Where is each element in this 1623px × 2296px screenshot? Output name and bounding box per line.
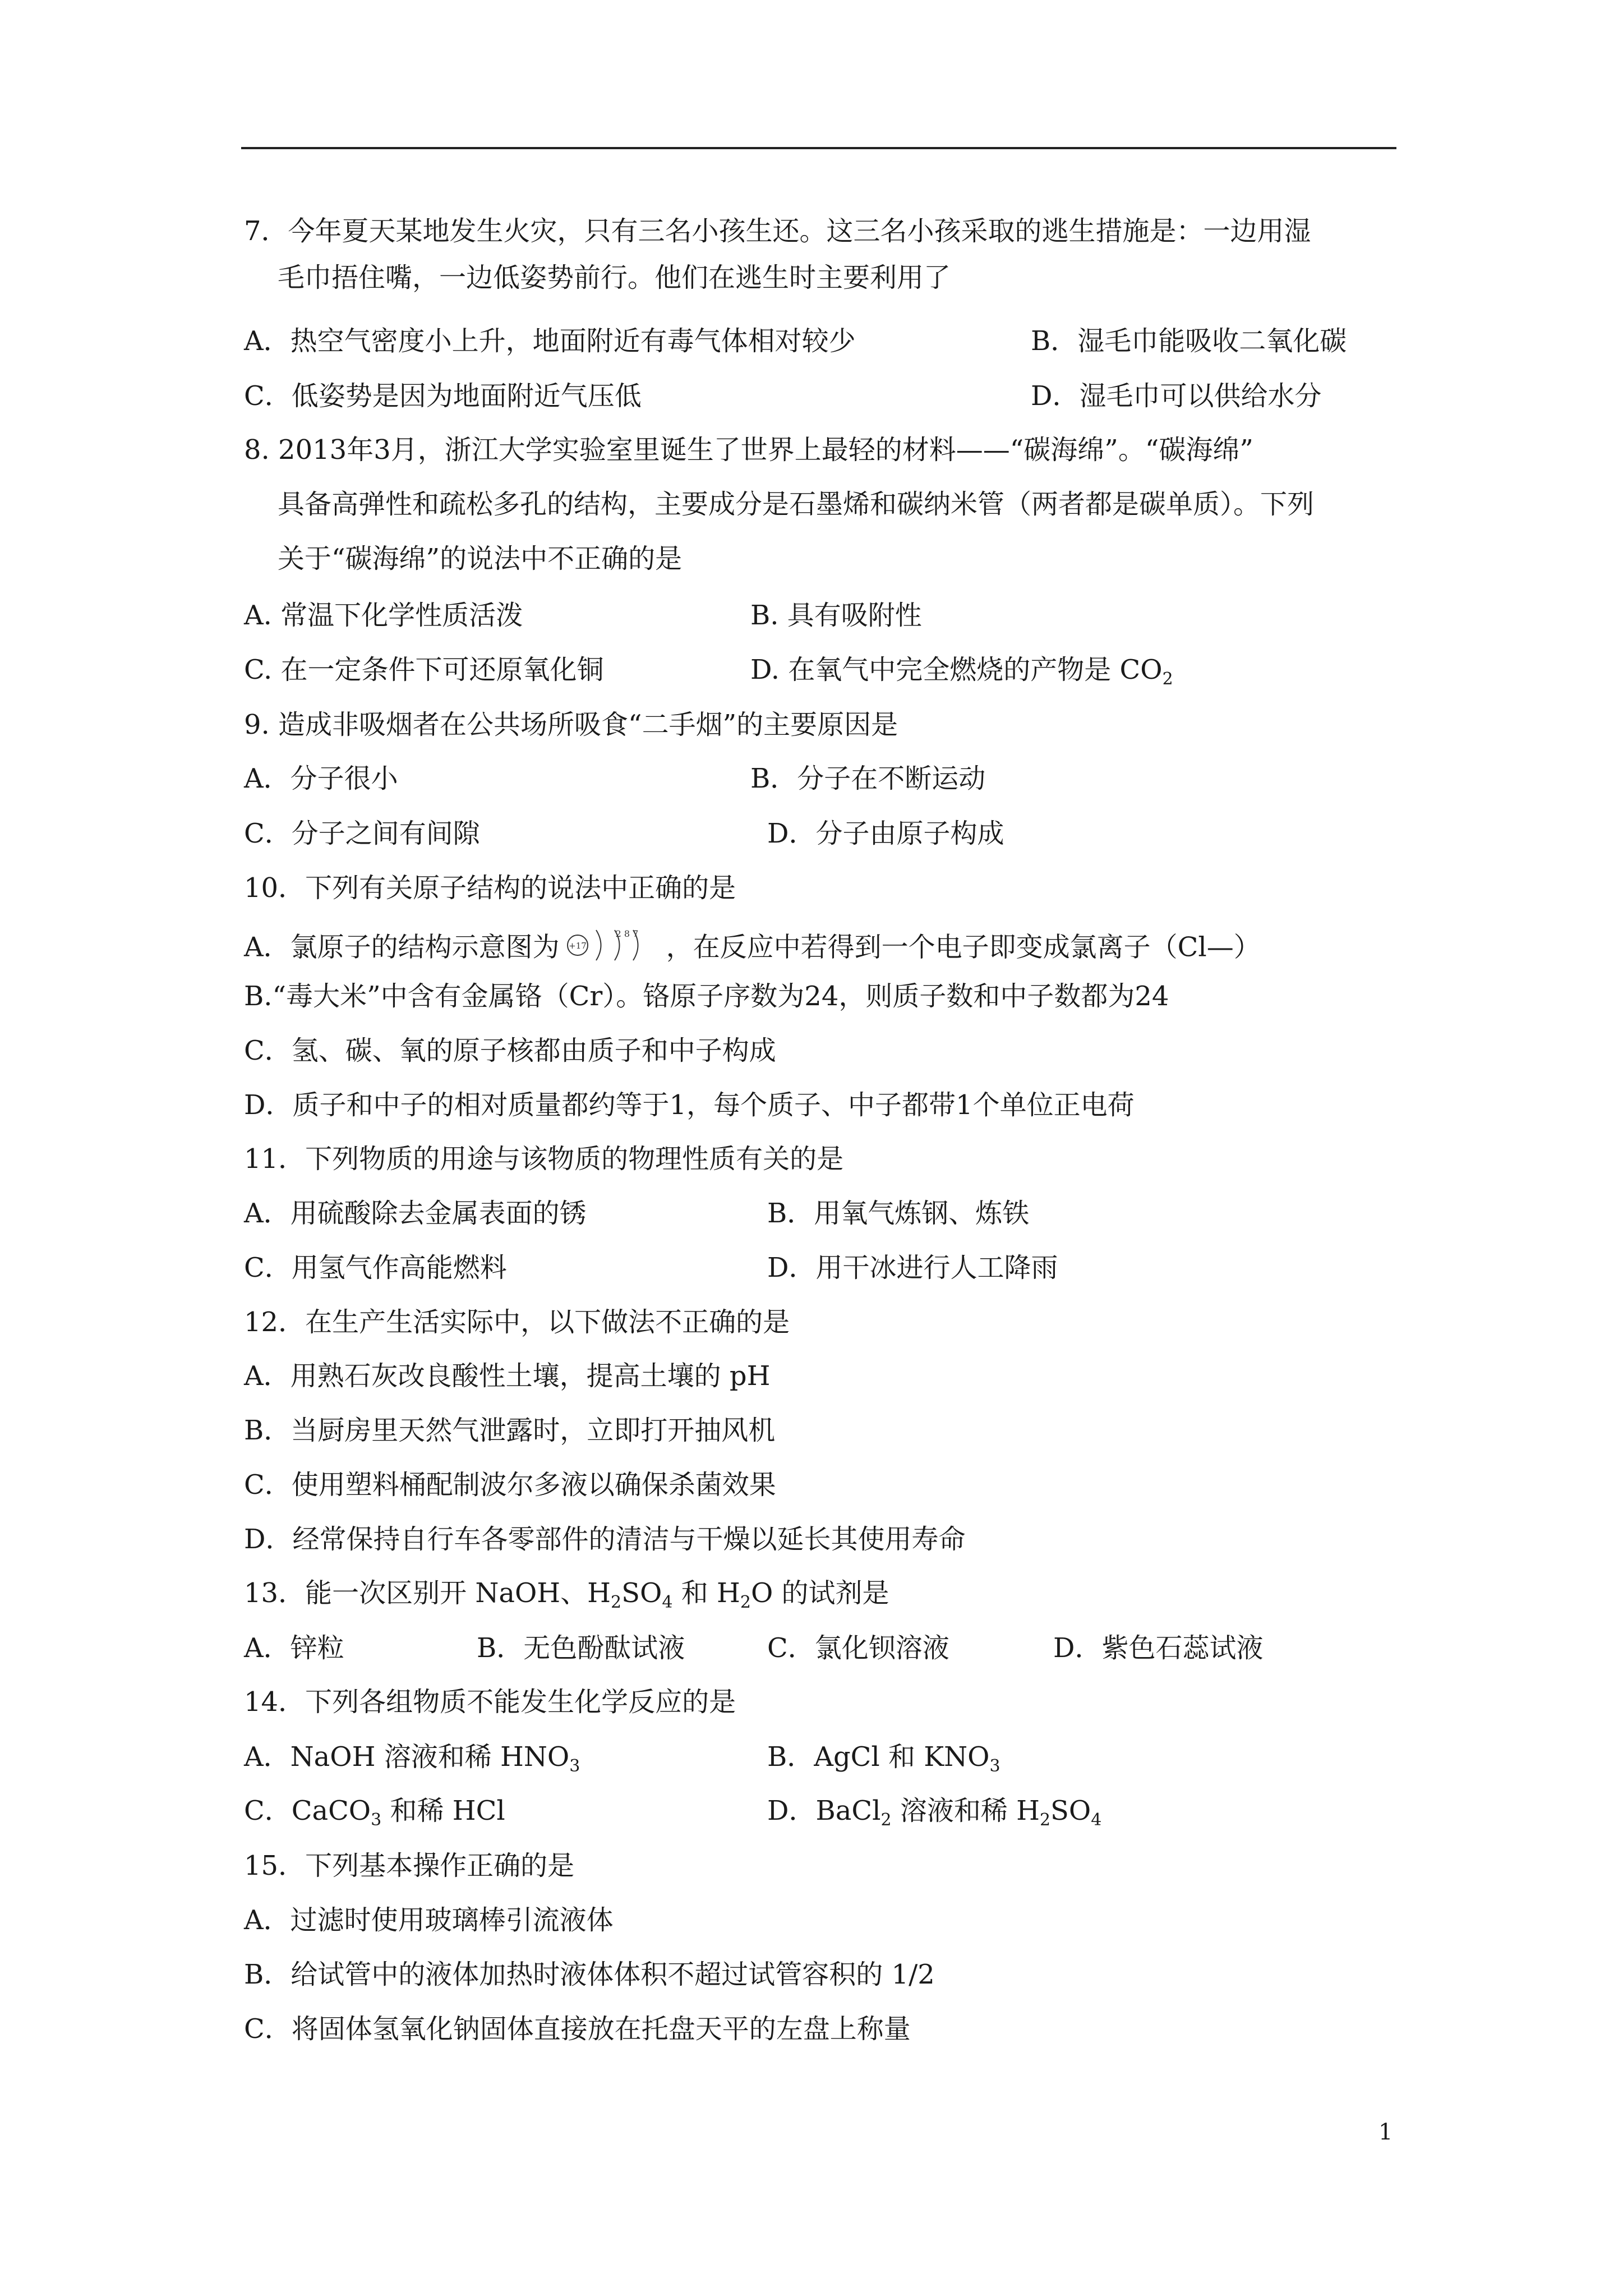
question-12-stem: 12．在生产生活实际中，以下做法不正确的是 [244,1306,790,1338]
question-12-option-a: A．用熟石灰改良酸性土壤，提高土壤的 pH [244,1360,771,1392]
atom-nucleus-label: +17 [568,941,587,951]
question-13-option-a: A．锌粒 [244,1632,344,1664]
question-10-option-b: B.“毒大米”中含有金属铬（Cr）。铬原子序数为24，则质子数和中子数都为24 [244,981,1169,1012]
question-8-option-b: B. 具有吸附性 [750,600,922,631]
question-12-option-b: B．当厨房里天然气泄露时，立即打开抽风机 [244,1415,776,1446]
question-13-option-d: D．紫色石蕊试液 [1053,1632,1264,1664]
question-11-option-a: A．用硫酸除去金属表面的锈 [244,1198,587,1229]
page-number: 1 [1378,2119,1393,2145]
question-12-option-c: C．使用塑料桶配制波尔多液以确保杀菌效果 [244,1469,776,1501]
question-11-option-d: D．用干冰进行人工降雨 [767,1252,1058,1283]
question-7-stem-cont: 毛巾捂住嘴，一边低姿势前行。他们在逃生时主要利用了 [278,262,951,293]
question-8-option-a: A. 常温下化学性质活泼 [244,600,523,631]
question-7-option-b: B．湿毛巾能吸收二氧化碳 [1031,325,1347,357]
question-14-option-c: C．CaCO$_3$ 和稀 HCl [244,1795,505,1830]
question-15-option-a: A．过滤时使用玻璃棒引流液体 [244,1904,614,1936]
header-rule [241,147,1396,149]
question-15-stem: 15．下列基本操作正确的是 [244,1850,575,1881]
question-8-option-d: D. 在氧气中完全燃烧的产物是 $CO_2$ [750,654,1173,689]
question-9-option-b: B．分子在不断运动 [750,763,986,794]
atom-shell-electrons: 2 8 7 [615,928,639,939]
question-11-option-c: C．用氢气作高能燃料 [244,1252,507,1283]
question-13-stem: 13．能一次区别开 NaOH、$H_2SO_4$ 和 $H_2O$ 的试剂是 [244,1577,889,1612]
question-10-option-c: C．氢、碳、氧的原子核都由质子和中子构成 [244,1035,776,1066]
question-9-option-d: D．分子由原子构成 [767,818,1004,849]
question-10-option-d: D．质子和中子的相对质量都约等于1，每个质子、中子都带1个单位正电荷 [244,1089,1135,1121]
question-12-option-d: D．经常保持自行车各零部件的清洁与干燥以延长其使用寿命 [244,1524,966,1555]
question-9-option-c: C．分子之间有间隙 [244,818,480,849]
question-14-option-d: D．BaCl$_2$ 溶液和稀 $H_2SO_4$ [767,1795,1102,1830]
question-13-option-c: C．氯化钡溶液 [767,1632,949,1664]
question-11-stem: 11．下列物质的用途与该物质的物理性质有关的是 [244,1143,844,1175]
question-14-stem: 14．下列各组物质不能发生化学反应的是 [244,1686,736,1718]
question-9-option-a: A．分子很小 [244,763,398,794]
question-7-stem: 7．今年夏天某地发生火灾，只有三名小孩生还。这三名小孩采取的逃生措施是：一边用湿 [244,215,1311,247]
question-7-option-c: C．低姿势是因为地面附近气压低 [244,380,642,412]
question-8-stem-cont: 具备高弹性和疏松多孔的结构，主要成分是石墨烯和碳纳米管（两者都是碳单质）。下列 [278,489,1315,520]
question-13-option-b: B．无色酚酞试液 [477,1632,685,1664]
question-14-option-b: B．AgCl 和 $KNO_3$ [767,1741,1000,1776]
question-14-option-a: A．NaOH 溶液和稀 $HNO_3$ [244,1741,580,1776]
question-8-option-c: C. 在一定条件下可还原氧化铜 [244,654,604,685]
question-9-stem: 9. 造成非吸烟者在公共场所吸食“二手烟”的主要原因是 [244,709,898,740]
question-7-option-a: A．热空气密度小上升，地面附近有毒气体相对较少 [244,325,856,357]
question-8-stem-cont2: 关于“碳海绵”的说法中不正确的是 [278,543,683,574]
question-10-option-a: A．氯原子的结构示意图为 +17 2 8 7 ，在反应中若得到一个电子即变成氯离子（Cl—） [244,926,1261,973]
question-10-stem: 10．下列有关原子结构的说法中正确的是 [244,872,736,904]
question-8-stem: 8. 2013年3月，浙江大学实验室里诞生了世界上最轻的材料——“碳海绵”。“碳海绵” [244,434,1253,466]
question-15-option-b: B．给试管中的液体加热时液体体积不超过试管容积的 1/2 [244,1959,935,1990]
question-15-option-c: C．将固体氢氧化钠固体直接放在托盘天平的左盘上称量 [244,2013,911,2045]
chlorine-atom-diagram [565,926,661,973]
question-7-option-d: D．湿毛巾可以供给水分 [1031,380,1322,412]
question-11-option-b: B．用氧气炼钢、炼铁 [767,1198,1030,1229]
